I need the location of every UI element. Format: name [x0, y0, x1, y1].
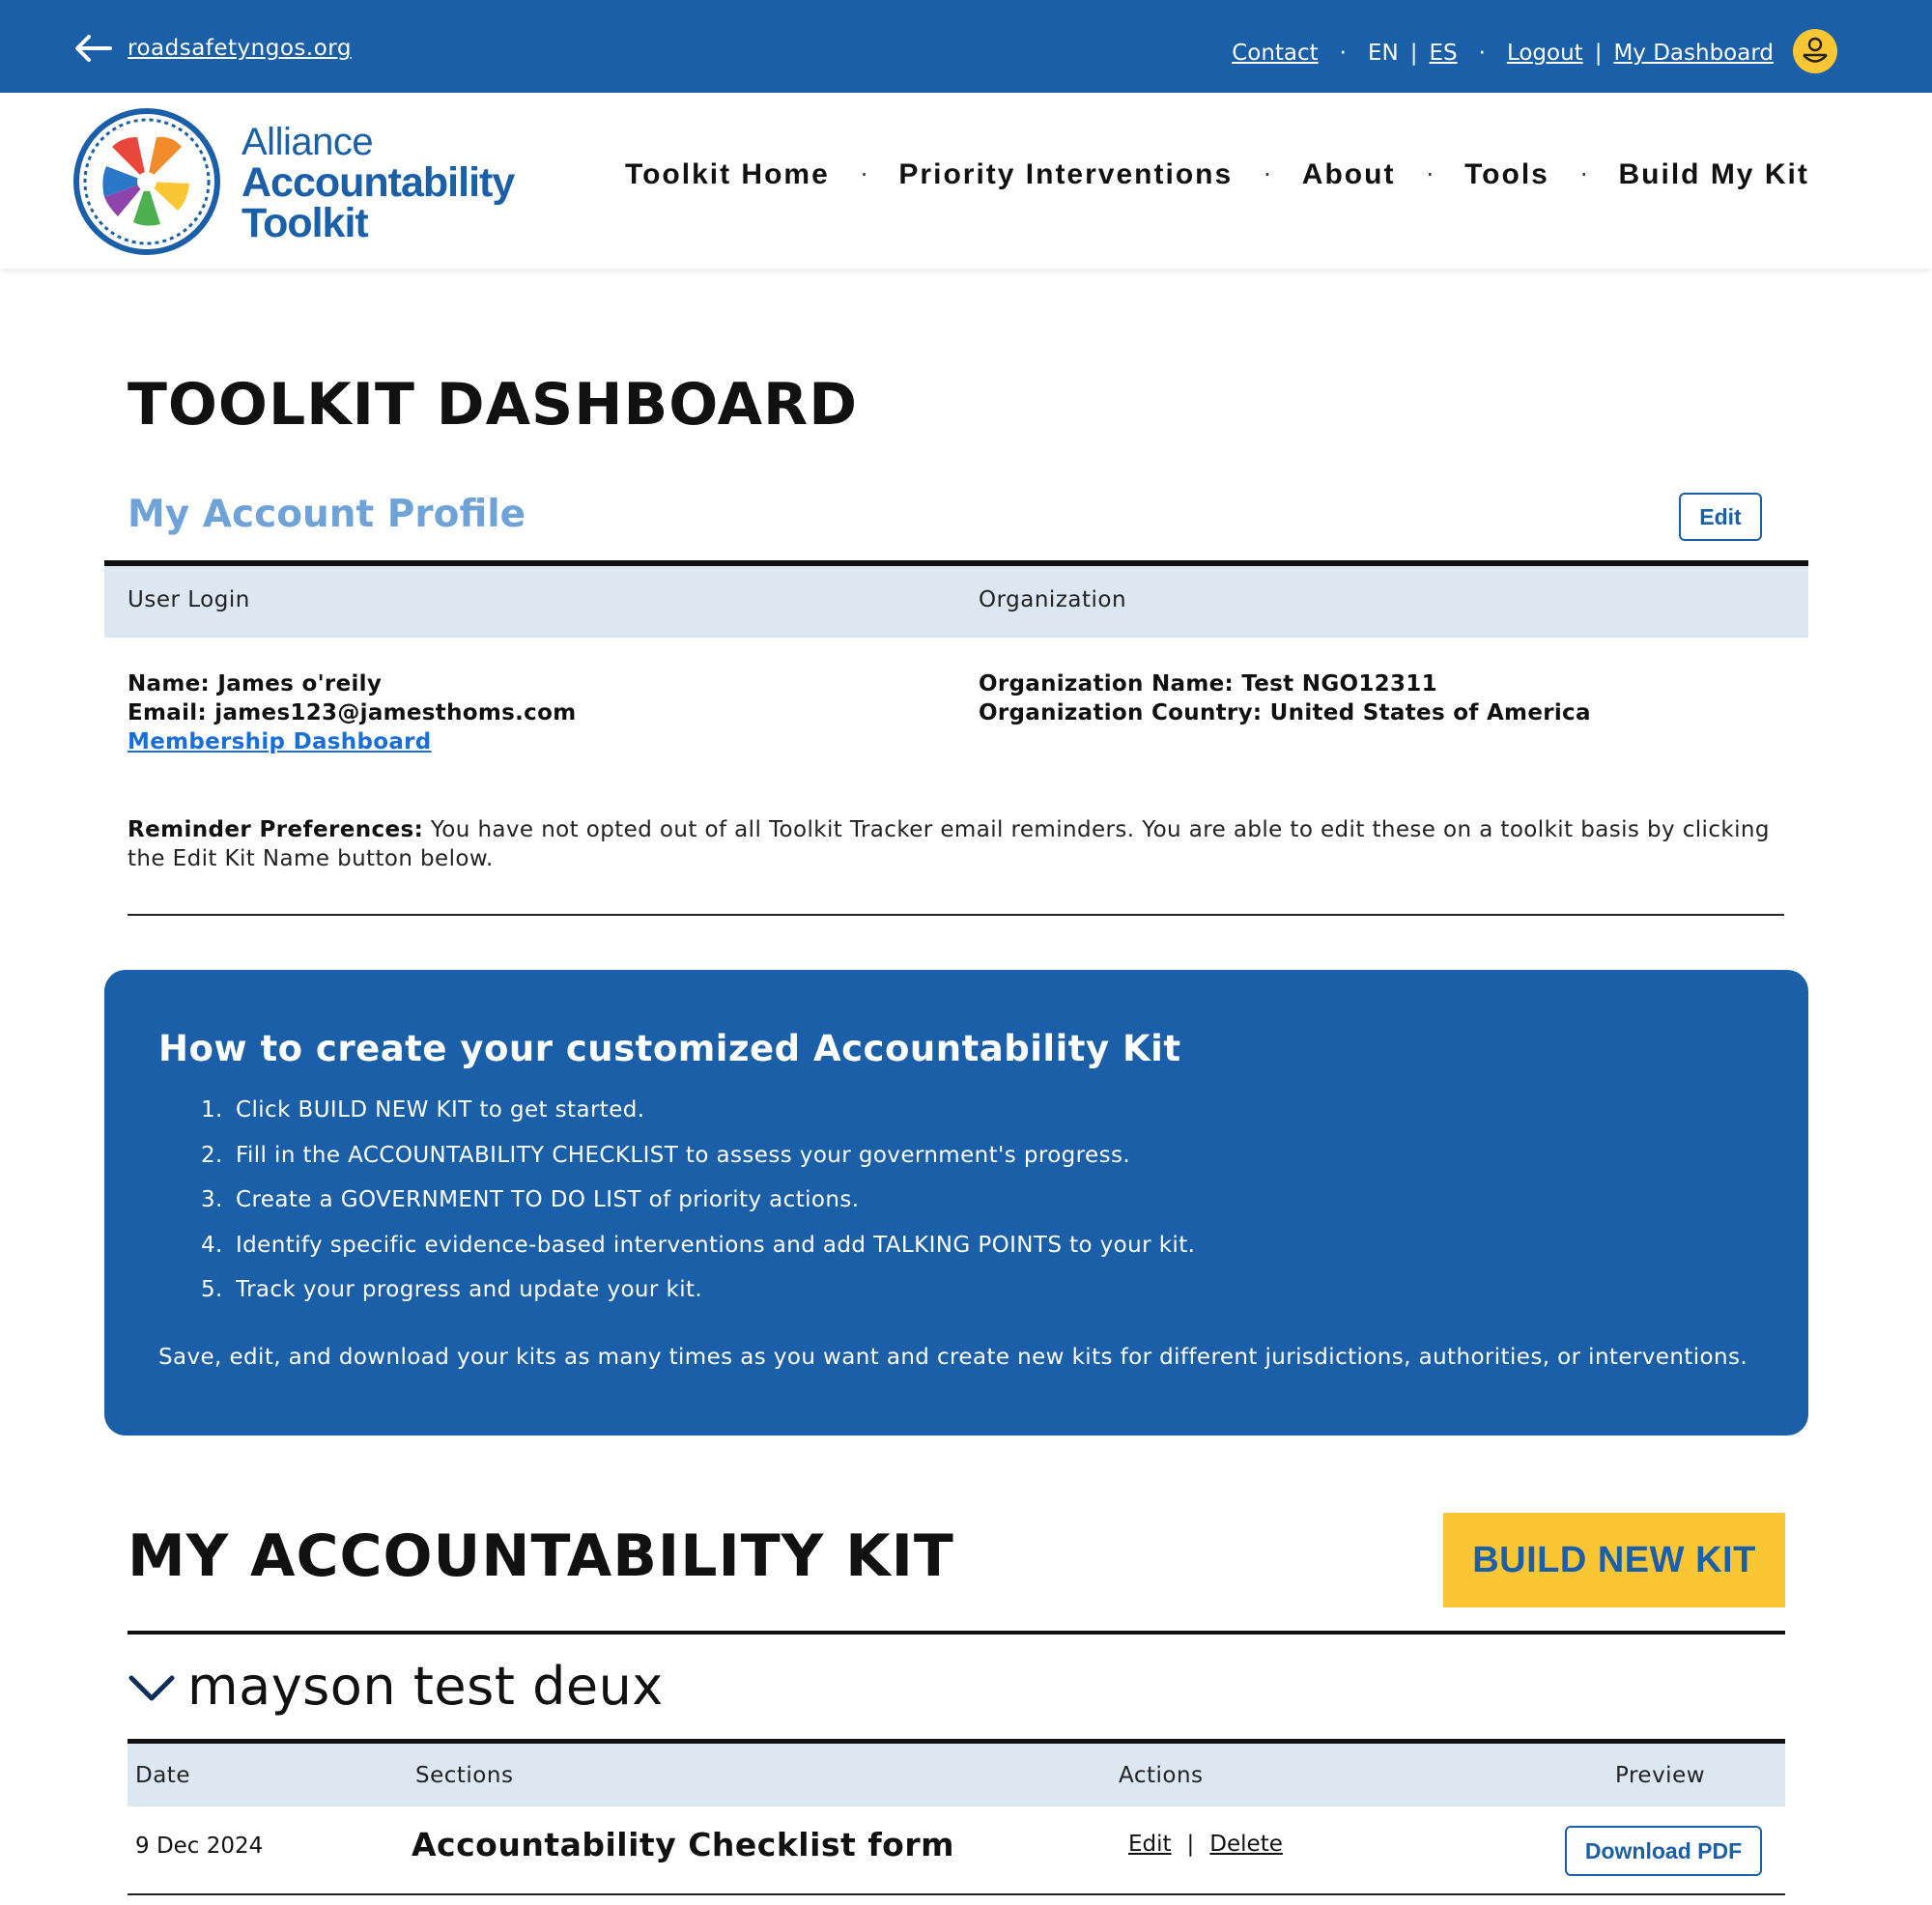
- col-actions: Actions: [1119, 1763, 1204, 1788]
- step-text: Fill in the ACCOUNTABILITY CHECKLIST to assess your government's progress.: [236, 1142, 1131, 1168]
- step-text: Track your progress and update your kit.: [236, 1277, 703, 1302]
- howto-panel: [104, 970, 1808, 1436]
- kit-section-title: MY ACCOUNTABILITY KIT: [128, 1522, 954, 1590]
- download-pdf-button[interactable]: Download PDF: [1565, 1826, 1762, 1876]
- user-email: Email: james123@jamesthoms.com: [128, 700, 577, 725]
- row-section: Accountability Checklist form: [412, 1826, 955, 1863]
- kit-table-header: [128, 1739, 1785, 1806]
- organization-header: Organization: [979, 587, 1127, 612]
- nav-build-my-kit[interactable]: Build My Kit: [1618, 158, 1809, 190]
- user-login-header: User Login: [128, 587, 250, 612]
- separator-pipe: |: [1594, 41, 1603, 66]
- organization-country: Organization Country: United States of America: [979, 700, 1591, 725]
- nav-priority-interventions[interactable]: Priority Interventions: [898, 158, 1234, 190]
- account-profile-title: My Account Profile: [128, 493, 526, 536]
- col-preview: Preview: [1615, 1763, 1706, 1788]
- user-login-details: [128, 669, 576, 756]
- reminder-label: Reminder Preferences:: [128, 817, 424, 842]
- howto-step: [201, 1143, 1195, 1188]
- chevron-down-icon[interactable]: [128, 1663, 176, 1711]
- howto-title: How to create your customized Accountability Kit: [158, 1028, 1181, 1069]
- howto-step: [201, 1097, 1195, 1143]
- nav-toolkit-home[interactable]: Toolkit Home: [625, 158, 830, 190]
- logo-wordmark[interactable]: [242, 121, 515, 246]
- user-name: Name: James o'reily: [128, 671, 383, 697]
- reminder-text: You have not opted out of all Toolkit Tracker email reminders. You are able to edit these on a toolkit basis by clicking the Edit Kit Name button below.: [128, 817, 1770, 871]
- step-number: 4.: [201, 1232, 223, 1258]
- divider: [128, 1631, 1785, 1635]
- table-row: [128, 1806, 1785, 1895]
- separator-pipe: |: [1186, 1832, 1195, 1857]
- separator-dot: ·: [1339, 41, 1347, 66]
- edit-profile-button[interactable]: Edit: [1679, 493, 1762, 541]
- back-link-group[interactable]: [71, 27, 352, 70]
- utility-links: [1232, 31, 1837, 75]
- step-text: Identify specific evidence-based interventions and add TALKING POINTS to your kit.: [236, 1232, 1196, 1258]
- step-number: 1.: [201, 1097, 223, 1123]
- membership-dashboard-link[interactable]: Membership Dashboard: [128, 729, 432, 754]
- kit-accordion-toggle[interactable]: [128, 1656, 664, 1717]
- row-delete-link[interactable]: Delete: [1209, 1832, 1283, 1857]
- main-nav: [625, 158, 1809, 191]
- arrow-left-icon[interactable]: [71, 27, 114, 70]
- separator-pipe: |: [1409, 41, 1418, 66]
- row-actions: [1128, 1832, 1283, 1857]
- main-header: [0, 93, 1932, 269]
- page-title: TOOLKIT DASHBOARD: [128, 371, 859, 439]
- nav-about[interactable]: About: [1301, 158, 1396, 190]
- user-avatar-icon[interactable]: [1793, 29, 1837, 73]
- profile-table-header: [104, 560, 1808, 638]
- row-edit-link[interactable]: Edit: [1128, 1832, 1172, 1857]
- step-number: 3.: [201, 1187, 223, 1212]
- nav-separator: ·: [860, 161, 868, 188]
- logout-link[interactable]: Logout: [1506, 41, 1583, 66]
- howto-step: [201, 1277, 1195, 1322]
- separator-dot: ·: [1478, 41, 1486, 66]
- step-text: Create a GOVERNMENT TO DO LIST of priority actions.: [236, 1187, 860, 1212]
- col-sections: Sections: [415, 1763, 514, 1788]
- back-link[interactable]: roadsafetyngos.org: [128, 36, 352, 61]
- howto-note: Save, edit, and download your kits as many times as you want and create new kits for different jurisdictions, authorities, or interventions.: [158, 1345, 1748, 1370]
- nav-separator: ·: [1264, 161, 1271, 188]
- logo-line-1: Alliance: [242, 121, 374, 163]
- step-number: 2.: [201, 1142, 223, 1168]
- step-text: Click BUILD NEW KIT to get started.: [236, 1097, 645, 1123]
- col-date: Date: [135, 1763, 190, 1788]
- logo-line-3: Toolkit: [242, 200, 368, 246]
- organization-name: Organization Name: Test NGO12311: [979, 671, 1437, 697]
- utility-bar: [0, 0, 1932, 93]
- logo-line-2: Accountability: [242, 159, 515, 206]
- lang-en[interactable]: EN: [1367, 41, 1399, 66]
- row-date: 9 Dec 2024: [135, 1834, 264, 1859]
- my-dashboard-link[interactable]: My Dashboard: [1613, 41, 1774, 66]
- lang-es-link[interactable]: ES: [1429, 41, 1458, 66]
- hands-circle-logo[interactable]: [73, 108, 220, 255]
- kit-name: mayson test deux: [187, 1656, 664, 1717]
- howto-steps: [201, 1097, 1195, 1322]
- nav-separator: ·: [1579, 161, 1588, 188]
- step-number: 5.: [201, 1277, 223, 1302]
- contact-link[interactable]: Contact: [1232, 41, 1319, 66]
- divider: [128, 914, 1784, 916]
- reminder-preferences: [128, 815, 1789, 873]
- build-new-kit-button[interactable]: BUILD NEW KIT: [1443, 1513, 1785, 1607]
- howto-step: [201, 1187, 1195, 1233]
- nav-tools[interactable]: Tools: [1464, 158, 1549, 190]
- nav-separator: ·: [1426, 161, 1435, 188]
- howto-step: [201, 1233, 1195, 1278]
- organization-details: [979, 669, 1591, 727]
